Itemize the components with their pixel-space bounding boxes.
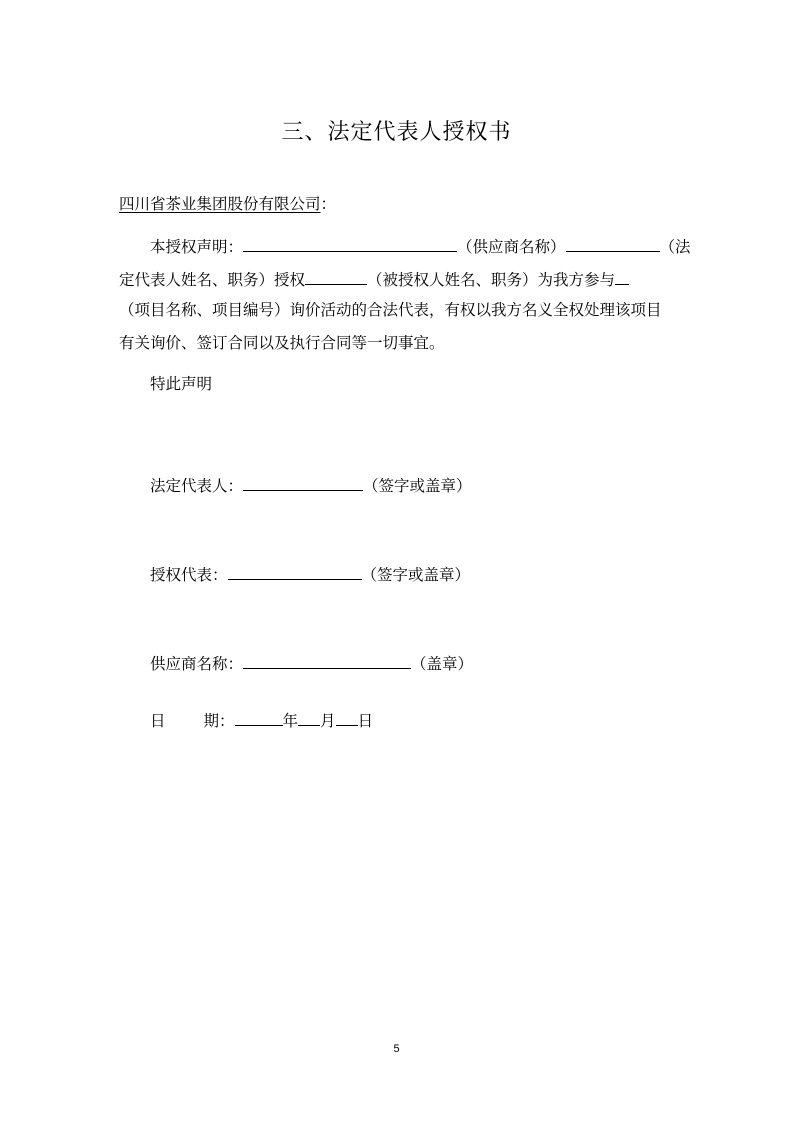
page-number: 5 — [393, 1043, 400, 1055]
supplier-label: 供应商名称： — [150, 655, 244, 673]
closing-statement: 特此声明 — [150, 375, 213, 393]
supplier-seal-blank[interactable] — [243, 651, 411, 669]
paragraph-line-3: （项目名称、项目编号）询价活动的合法代表，有权以我方名义全权处理该项目 — [119, 301, 662, 319]
year-label: 年 — [282, 712, 299, 730]
legal-rep-name-blank[interactable] — [566, 234, 660, 252]
paragraph-line-4: 有关询价、签订合同以及执行合同等一切事宜。 — [119, 334, 445, 352]
day-label: 日 — [357, 712, 374, 730]
authorized-person-blank[interactable] — [305, 267, 367, 285]
date-label-period: 期： — [203, 712, 235, 730]
recipient-name: 四川省茶业集团股份有限公司 — [119, 195, 321, 213]
project-blank[interactable] — [615, 267, 629, 285]
legal-rep-hint-start: （法 — [659, 238, 691, 256]
authorized-person-hint: （被授权人姓名、职务）为我方参与 — [367, 271, 616, 289]
recipient-colon: ： — [320, 195, 337, 213]
date-label-day: 日 — [150, 712, 166, 730]
supplier-name-blank[interactable] — [243, 234, 457, 252]
supplier-note: （盖章） — [411, 655, 474, 673]
statement-lead: 本授权声明： — [150, 238, 244, 256]
recipient-line — [119, 194, 336, 214]
auth-rep-label: 授权代表： — [150, 566, 228, 584]
supplier-name-hint: （供应商名称） — [457, 238, 566, 256]
date-line — [150, 708, 373, 731]
auth-rep-note: （签字或盖章） — [361, 566, 471, 584]
paragraph-line-2 — [119, 267, 629, 290]
year-blank[interactable] — [235, 708, 283, 726]
paragraph-line-1 — [150, 234, 691, 257]
supplier-seal-line — [150, 651, 473, 674]
legal-rep-signature-line — [150, 473, 472, 496]
auth-rep-signature-line — [150, 562, 470, 585]
legal-rep-label: 法定代表人： — [150, 477, 244, 495]
legal-rep-note: （签字或盖章） — [363, 477, 472, 495]
month-blank[interactable] — [298, 708, 320, 726]
legal-rep-signature-blank[interactable] — [243, 473, 363, 491]
month-label: 月 — [320, 712, 336, 730]
auth-rep-signature-blank[interactable] — [228, 562, 362, 580]
document-title: 三、法定代表人授权书 — [281, 120, 512, 145]
legal-rep-hint-end: 定代表人姓名、职务）授权 — [119, 271, 306, 289]
day-blank[interactable] — [336, 708, 358, 726]
